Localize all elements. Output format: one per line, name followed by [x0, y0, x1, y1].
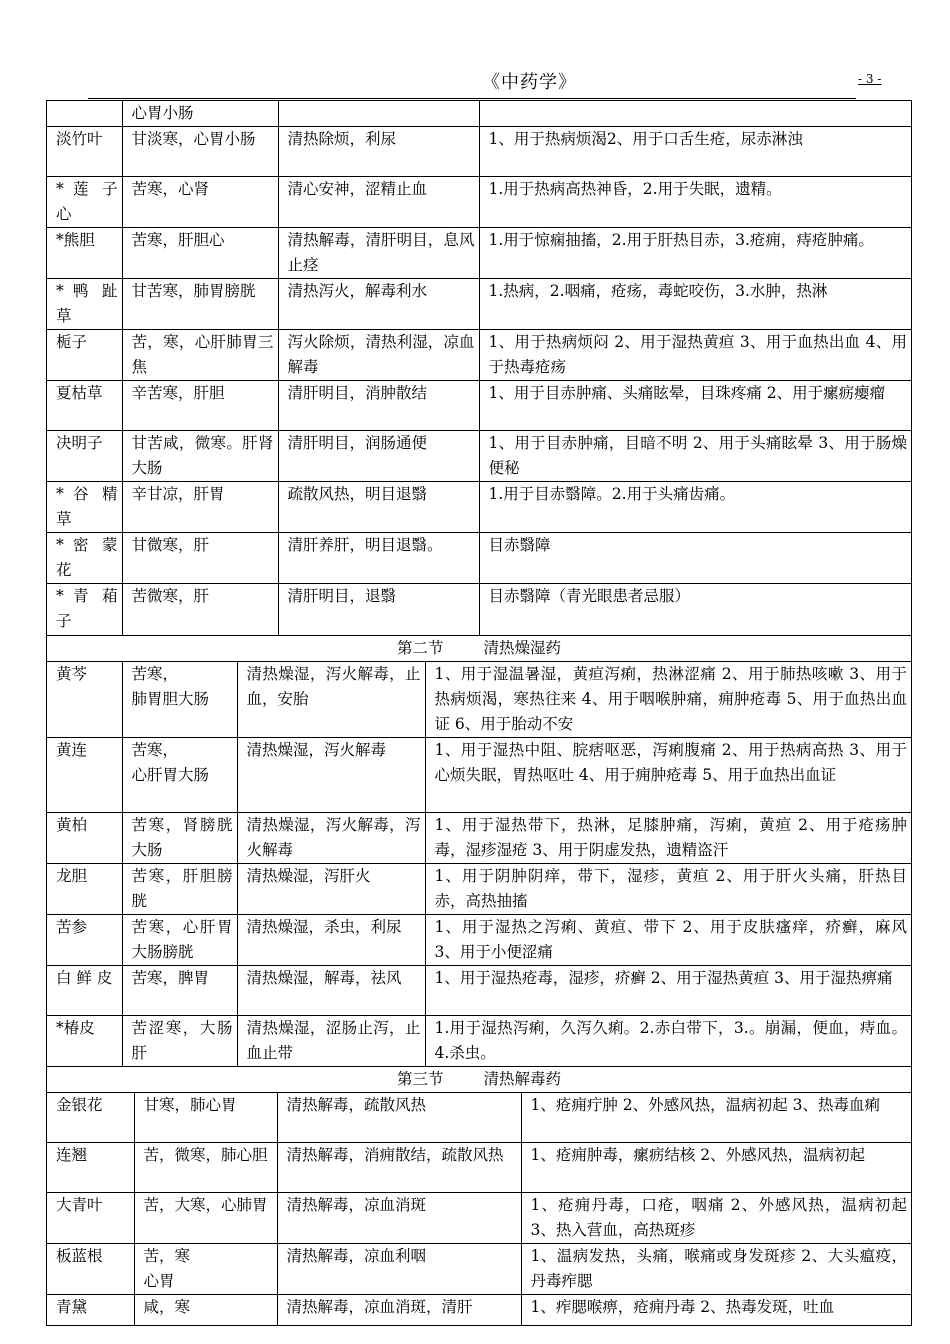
herb-section-table — [47, 100, 911, 635]
herb-name-cell: 板蓝根 — [47, 1244, 134, 1295]
effect-cell: 清心安神，涩精止血 — [278, 177, 479, 228]
table-row — [47, 279, 911, 330]
indication-cell: 1、用于湿热之泻痢、黄疸、带下 2、用于皮肤瘙痒，疥癣，麻风 3、用于小便涩痛 — [425, 914, 911, 965]
herb-name-cell: 黄柏 — [47, 812, 122, 863]
herb-name-cell: 黄芩 — [47, 661, 122, 737]
table-row — [47, 1093, 911, 1143]
herb-name-cell: 青黛 — [47, 1295, 134, 1325]
effect-cell: 清热解毒，疏散风热 — [277, 1093, 521, 1143]
property-cell: 苦寒，心肝胃大肠膀胱 — [122, 914, 237, 965]
indication-cell: 1、用于阴肿阴痒，带下，湿疹，黄疸 2、用于肝火头痛，肝热目赤，高热抽搐 — [425, 863, 911, 914]
herb-name-cell: * 密 蒙 花 — [47, 533, 122, 584]
herb-name-cell: 连翘 — [47, 1143, 134, 1193]
indication-cell — [479, 101, 911, 127]
effect-cell: 清肝明目，退翳 — [278, 584, 479, 635]
herb-name-cell: 淡竹叶 — [47, 127, 122, 177]
herb-name-cell: * 青 葙 子 — [47, 584, 122, 635]
herb-name-cell: 苦参 — [47, 914, 122, 965]
property-cell: 苦涩寒，大肠肝 — [122, 1015, 237, 1066]
effect-cell: 疏散风热，明目退翳 — [278, 482, 479, 533]
section-number: 第三节 — [396, 1070, 444, 1088]
table-row — [47, 965, 911, 1015]
property-cell: 苦，寒，心肝肺胃三焦 — [122, 330, 278, 381]
herb-table — [46, 100, 912, 1326]
herb-name-cell: 大青叶 — [47, 1193, 134, 1244]
effect-cell: 清肝明目，润肠通便 — [278, 431, 479, 482]
property-cell: 苦寒，心肾 — [122, 177, 278, 228]
herb-name-cell: * 谷 精 草 — [47, 482, 122, 533]
table-row — [47, 228, 911, 279]
effect-cell: 清热燥湿，涩肠止泻，止血止带 — [237, 1015, 425, 1066]
indication-cell: 1.用于目赤翳障。2.用于头痛齿痛。 — [479, 482, 911, 533]
page-number: - 3 - — [858, 72, 882, 86]
herb-name-cell: *熊胆 — [47, 228, 122, 279]
effect-cell: 清热燥湿，解毒，祛风 — [237, 965, 425, 1015]
indication-cell: 1.用于湿热泻痢，久泻久痢。2.赤白带下，3.。崩漏，便血，痔血。4.杀虫。 — [425, 1015, 911, 1066]
table-row — [47, 1143, 911, 1193]
section-heading — [47, 635, 911, 661]
indication-cell: 1、用于湿热中阻、脘痞呕恶，泻痢腹痛 2、用于热病高热 3、用于心烦失眠，胃热呕吐 4、用于痈肿疮毒 5、用于血热出血证 — [425, 737, 911, 812]
table-row — [47, 737, 911, 812]
indication-cell: 1、疮痈肿毒，瘰疬结核 2、外感风热，温病初起 — [521, 1143, 911, 1193]
table-row — [47, 431, 911, 482]
herb-name-cell: *椿皮 — [47, 1015, 122, 1066]
table-row — [47, 533, 911, 584]
section-number: 第二节 — [396, 638, 444, 657]
indication-cell: 1、用于目赤肿痛、头痛眩晕，目珠疼痛 2、用于瘰疬瘿瘤 — [479, 381, 911, 431]
indication-cell: 目赤翳障 — [479, 533, 911, 584]
table-row — [47, 177, 911, 228]
herb-name-cell: 栀子 — [47, 330, 122, 381]
property-cell: 苦微寒，肝 — [122, 584, 278, 635]
indication-cell: 1.用于热病高热神昏，2.用于失眠，遗精。 — [479, 177, 911, 228]
indication-cell: 1、疮痈丹毒，口疮，咽痛 2、外感风热，温病初起 3、热入营血，高热斑疹 — [521, 1193, 911, 1244]
property-cell: 甘微寒，肝 — [122, 533, 278, 584]
property-cell: 苦，寒 心胃 — [134, 1244, 277, 1295]
indication-cell: 1、用于目赤肿痛，目暗不明 2、用于头痛眩晕 3、用于肠燥便秘 — [479, 431, 911, 482]
herb-name-cell: 决明子 — [47, 431, 122, 482]
indication-cell: 1.用于惊痫抽搐，2.用于肝热目赤，3.疮痈，痔疮肿痛。 — [479, 228, 911, 279]
effect-cell: 清热解毒，凉血消斑，清肝 — [277, 1295, 521, 1325]
table-row — [47, 584, 911, 635]
herb-name-cell: 黄连 — [47, 737, 122, 812]
property-cell: 甘淡寒，心胃小肠 — [122, 127, 278, 177]
effect-cell: 清热燥湿，杀虫，利尿 — [237, 914, 425, 965]
effect-cell: 清热燥湿，泻火解毒，泻火解毒 — [237, 812, 425, 863]
table-row — [47, 1295, 911, 1325]
indication-cell: 目赤翳障（青光眼患者忌服） — [479, 584, 911, 635]
table-row — [47, 914, 911, 965]
table-row — [47, 127, 911, 177]
property-cell: 甘苦咸，微寒。肝肾大肠 — [122, 431, 278, 482]
indication-cell: 1、痄腮喉痹，疮痈丹毒 2、热毒发斑，吐血 — [521, 1295, 911, 1325]
section-heading — [47, 1066, 911, 1092]
effect-cell: 清热解毒，清肝明目，息风止痉 — [278, 228, 479, 279]
effect-cell: 清热燥湿，泻肝火 — [237, 863, 425, 914]
effect-cell: 清肝养肝，明目退翳。 — [278, 533, 479, 584]
property-cell: 辛苦寒，肝胆 — [122, 381, 278, 431]
property-cell: 苦寒，肝胆膀胱 — [122, 863, 237, 914]
property-cell: 心胃小肠 — [122, 101, 278, 127]
indication-cell: 1、用于湿温暑湿，黄疸泻痢，热淋涩痛 2、用于肺热咳嗽 3、用于热病烦渴，寒热往来 4、用于咽喉肿痛，痈肿疮毒 5、用于血热出血证 6、用于胎动不安 — [425, 661, 911, 737]
table-row — [47, 1244, 911, 1295]
section-name: 清热燥湿药 — [483, 638, 562, 657]
indication-cell: 1、疮痈疔肿 2、外感风热，温病初起 3、热毒血痢 — [521, 1093, 911, 1143]
herb-name-cell: 夏枯草 — [47, 381, 122, 431]
effect-cell: 清热解毒，消痈散结，疏散风热 — [277, 1143, 521, 1193]
table-row — [47, 101, 911, 127]
effect-cell: 泻火除烦，清热利湿，凉血解毒 — [278, 330, 479, 381]
effect-cell: 清热燥湿，泻火解毒，止血，安胎 — [237, 661, 425, 737]
property-cell: 甘苦寒，肺胃膀胱 — [122, 279, 278, 330]
table-row — [47, 863, 911, 914]
header-rule — [88, 98, 856, 99]
table-row — [47, 661, 911, 737]
effect-cell: 清热解毒，凉血利咽 — [277, 1244, 521, 1295]
herb-name-cell: 龙胆 — [47, 863, 122, 914]
table-row — [47, 381, 911, 431]
property-cell: 苦寒，肝胆心 — [122, 228, 278, 279]
effect-cell: 清热燥湿，泻火解毒 — [237, 737, 425, 812]
effect-cell — [278, 101, 479, 127]
herb-name-cell: 白 鲜 皮 — [47, 965, 122, 1015]
herb-section-table — [47, 661, 911, 1067]
herb-section-table — [47, 1092, 911, 1325]
herb-name-cell: 金银花 — [47, 1093, 134, 1143]
indication-cell: 1、用于湿热带下，热淋，足膝肿痛，泻痢，黄疸 2、用于疮疡肿毒，湿疹湿疮 3、用于阴虚发热，遗精盗汗 — [425, 812, 911, 863]
effect-cell: 清肝明目，消肿散结 — [278, 381, 479, 431]
herb-name-cell — [47, 101, 122, 127]
property-cell: 苦寒，脾胃 — [122, 965, 237, 1015]
property-cell: 甘寒，肺心胃 — [134, 1093, 277, 1143]
indication-cell: 1、用于热病烦渴2、用于口舌生疮，尿赤淋浊 — [479, 127, 911, 177]
table-row — [47, 1015, 911, 1066]
table-row — [47, 1193, 911, 1244]
indication-cell: 1、用于湿热疮毒，湿疹，疥癣 2、用于湿热黄疸 3、用于湿热痹痛 — [425, 965, 911, 1015]
indication-cell: 1.热病，2.咽痛，疮疡，毒蛇咬伤，3.水肿，热淋 — [479, 279, 911, 330]
property-cell: 苦，大寒，心肺胃 — [134, 1193, 277, 1244]
herb-name-cell: * 鸭 趾 草 — [47, 279, 122, 330]
table-row — [47, 812, 911, 863]
section-name: 清热解毒药 — [483, 1070, 562, 1088]
herb-name-cell: * 莲 子 心 — [47, 177, 122, 228]
effect-cell: 清热泻火，解毒利水 — [278, 279, 479, 330]
table-row — [47, 482, 911, 533]
effect-cell: 清热除烦，利尿 — [278, 127, 479, 177]
property-cell: 苦，微寒，肺心胆 — [134, 1143, 277, 1193]
property-cell: 苦寒， 心肝胃大肠 — [122, 737, 237, 812]
property-cell: 苦寒，肾膀胱大肠 — [122, 812, 237, 863]
property-cell: 辛甘凉，肝胃 — [122, 482, 278, 533]
table-row — [47, 330, 911, 381]
indication-cell: 1、温病发热，头痛，喉痛或身发斑疹 2、大头瘟疫，丹毒痄腮 — [521, 1244, 911, 1295]
indication-cell: 1、用于热病烦闷 2、用于湿热黄疸 3、用于血热出血 4、用于热毒疮疡 — [479, 330, 911, 381]
document-title: 《中药学》 — [482, 72, 577, 93]
effect-cell: 清热解毒，凉血消斑 — [277, 1193, 521, 1244]
property-cell: 咸，寒 — [134, 1295, 277, 1325]
property-cell: 苦寒， 肺胃胆大肠 — [122, 661, 237, 737]
